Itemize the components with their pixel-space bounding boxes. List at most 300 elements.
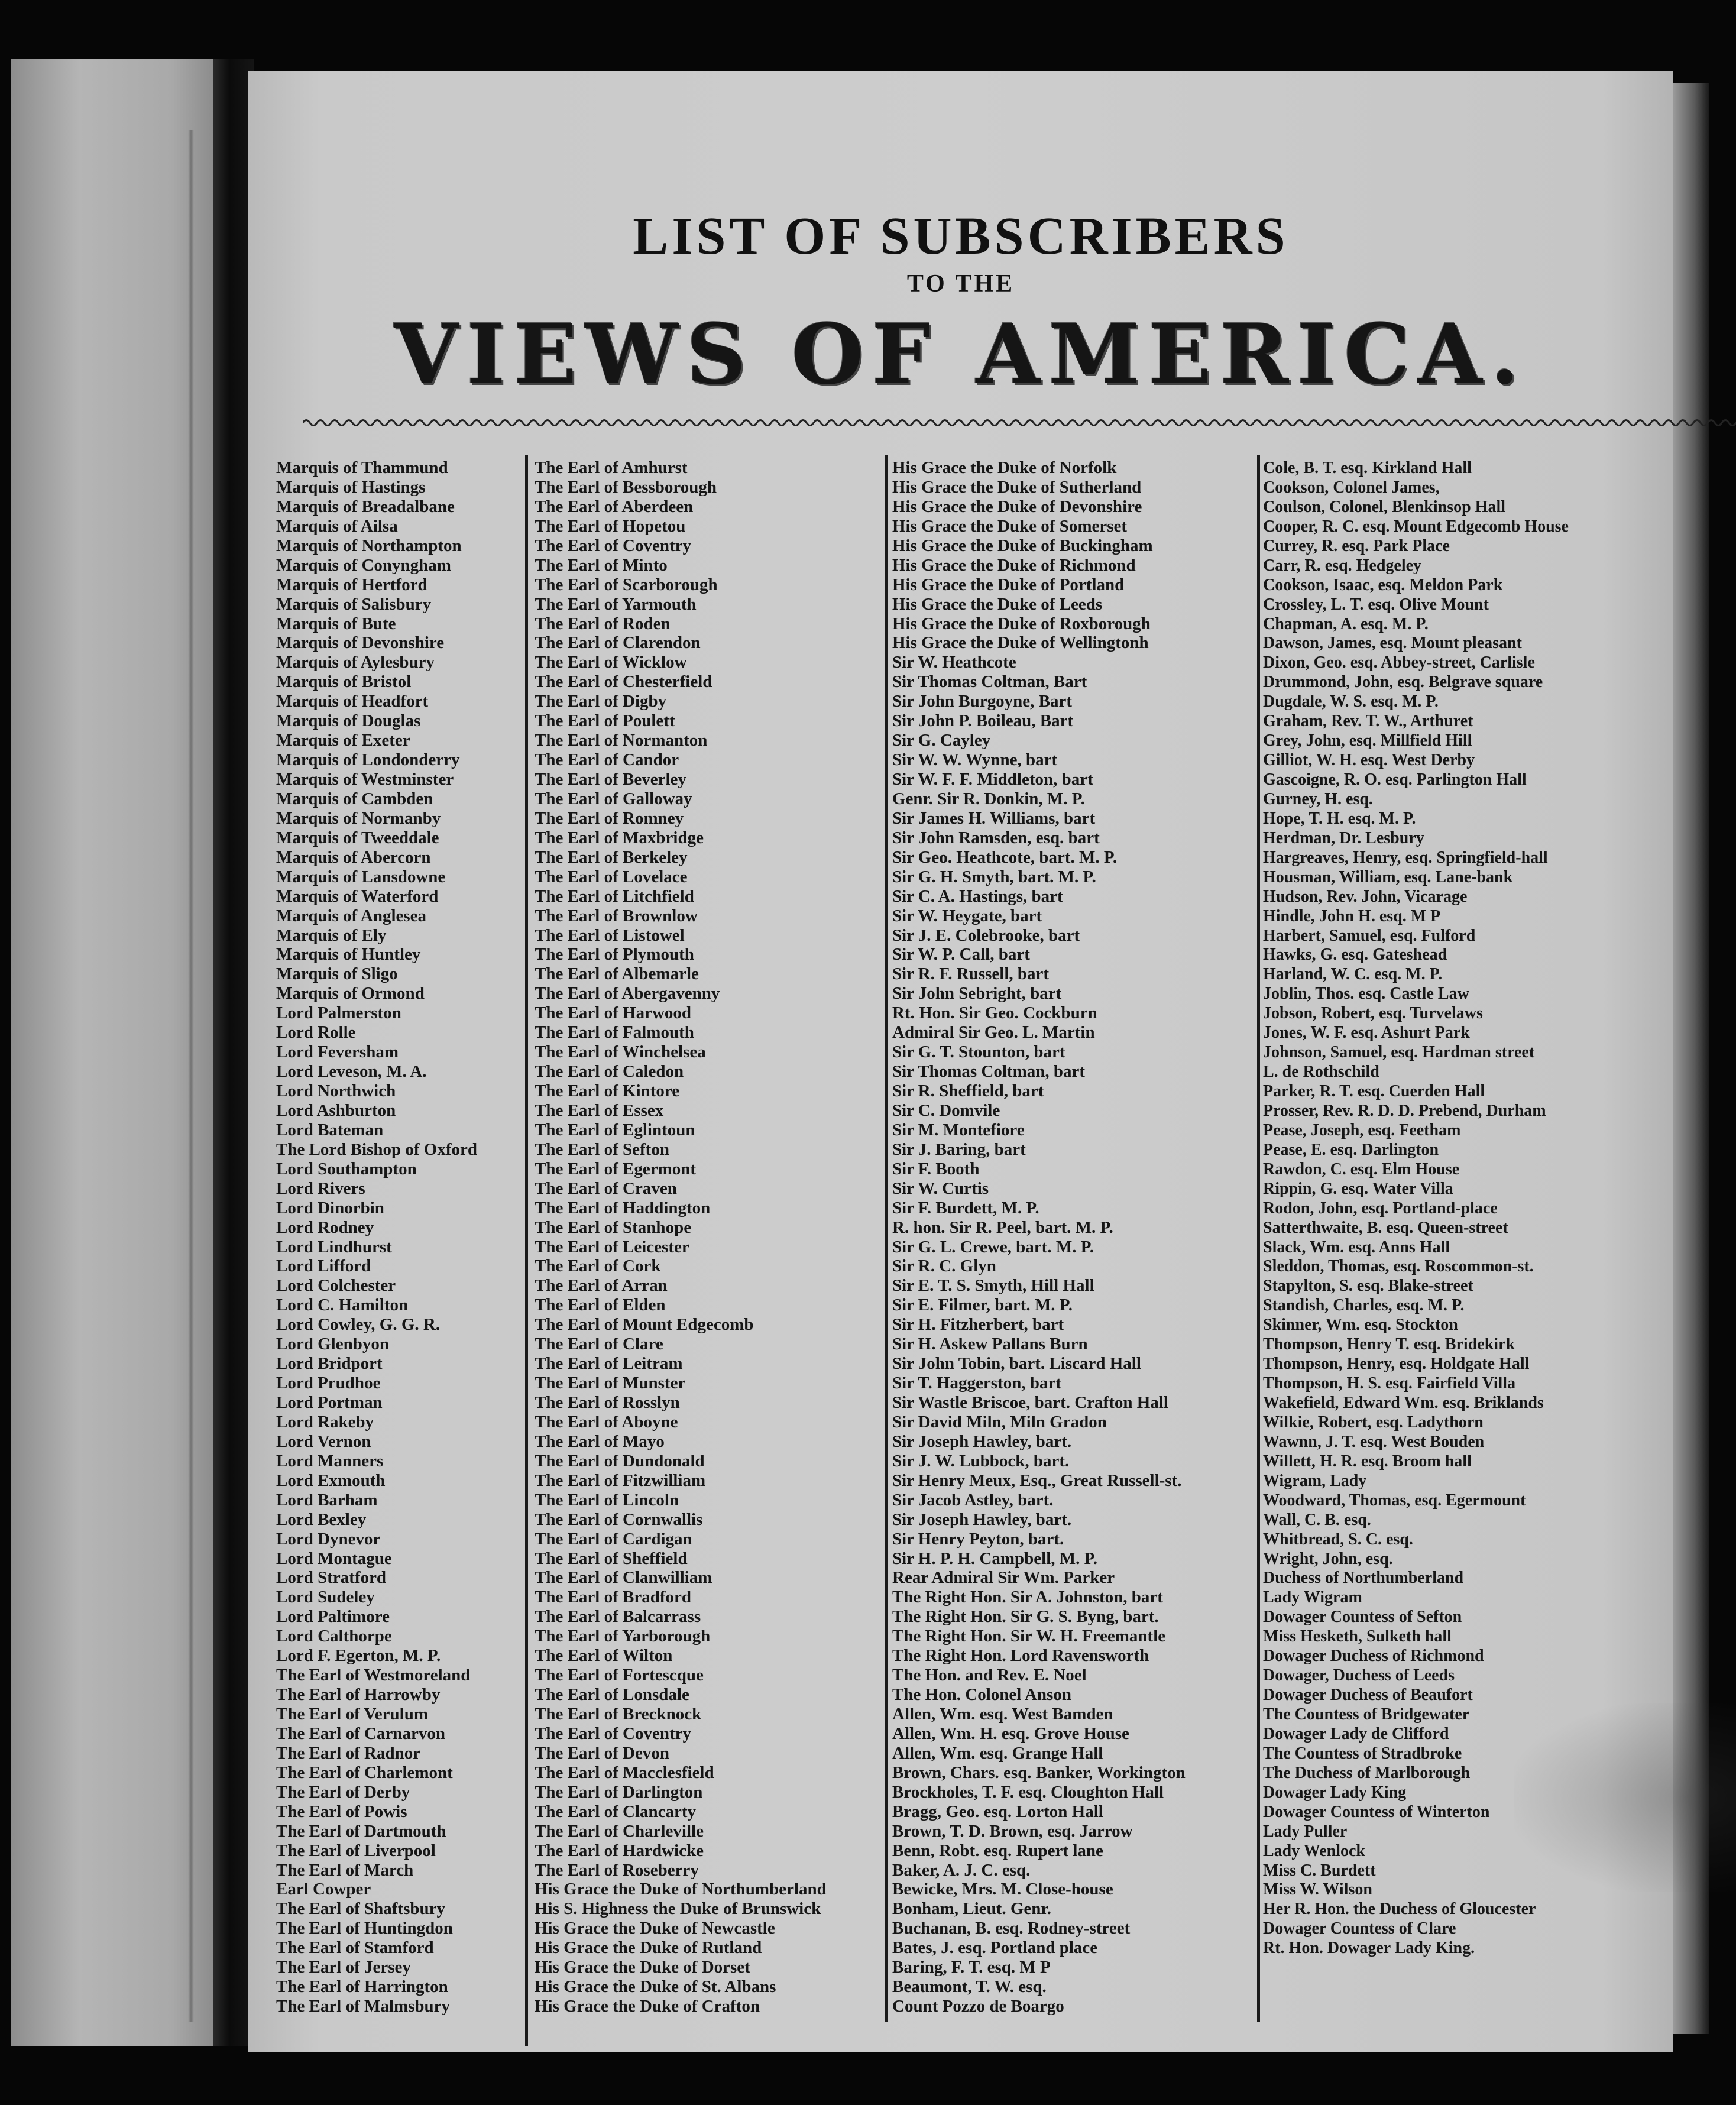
- subscriber-entry: The Earl of Bradford: [535, 1588, 692, 1607]
- subscriber-entry: Marquis of Breadalbane: [276, 497, 455, 516]
- subscriber-entry: Lord Bateman: [276, 1120, 384, 1139]
- subscriber-entry: The Earl of Lincoln: [535, 1490, 679, 1510]
- subscriber-entry: Marquis of Huntley: [276, 945, 421, 964]
- subscriber-entry: Dowager Duchess of Richmond: [1263, 1647, 1484, 1666]
- subscriber-entry: Sir W. P. Call, bart: [892, 945, 1030, 964]
- subscriber-entry: His Grace the Duke of Crafton: [535, 1997, 760, 2016]
- subscriber-entry: Cole, B. T. esq. Kirkland Hall: [1263, 459, 1472, 477]
- subscriber-entry: The Earl of Digby: [535, 692, 667, 711]
- subscriber-entry: Bewicke, Mrs. M. Close-house: [892, 1880, 1113, 1899]
- subscriber-entry: L. de Rothschild: [1263, 1063, 1379, 1081]
- subscriber-entry: Dowager Duchess of Beaufort: [1263, 1686, 1473, 1705]
- subscriber-entry: Marquis of Normanby: [276, 808, 441, 828]
- subscriber-entry: Marquis of Lansdowne: [276, 867, 446, 886]
- subscriber-entry: Currey, R. esq. Park Place: [1263, 536, 1450, 555]
- subscriber-column-1: [276, 458, 524, 2016]
- subscriber-entry: Dowager Lady de Clifford: [1263, 1724, 1449, 1743]
- subscriber-entry: The Earl of Munster: [535, 1374, 686, 1393]
- subscriber-entry: Marquis of Ailsa: [276, 516, 398, 536]
- subscriber-entry: Benn, Robt. esq. Rupert lane: [892, 1841, 1103, 1860]
- subscriber-entry: Marquis of Douglas: [276, 711, 421, 731]
- subscriber-entry: Sir J. E. Colebrooke, bart: [892, 925, 1080, 945]
- subscriber-entry: Sir Thomas Coltman, Bart: [892, 672, 1087, 692]
- title-heading: LIST OF SUBSCRIBERS: [633, 207, 1289, 265]
- subscriber-entry: Sir John P. Boileau, Bart: [892, 711, 1074, 731]
- subscriber-entry: Lord Leveson, M. A.: [276, 1062, 427, 1081]
- subscriber-entry: Herdman, Dr. Lesbury: [1263, 828, 1424, 847]
- subscriber-entry: His Grace the Duke of Portland: [892, 575, 1125, 594]
- subscriber-entry: The Earl of Listowel: [535, 925, 685, 945]
- subscriber-entry: Jobson, Robert, esq. Turvelaws: [1263, 1004, 1483, 1023]
- subscriber-entry: Graham, Rev. T. W., Arthuret: [1263, 712, 1473, 731]
- subscriber-entry: His Grace the Duke of Dorset: [535, 1958, 750, 1977]
- subscriber-entry: His Grace the Duke of Wellingtonh: [892, 633, 1149, 653]
- subscriber-entry: Lord Feversham: [276, 1042, 399, 1062]
- subscriber-entry: Cookson, Colonel James,: [1263, 478, 1440, 497]
- subscriber-entry: The Earl of Plymouth: [535, 945, 694, 964]
- subscriber-entry: The Earl of Berkeley: [535, 847, 688, 867]
- subscriber-entry: The Earl of Hopetou: [535, 516, 686, 536]
- subscriber-entry: The Earl of Eglintoun: [535, 1120, 695, 1139]
- subscriber-entry: The Earl of Dartmouth: [276, 1821, 446, 1841]
- subscriber-entry: Wall, C. B. esq.: [1263, 1510, 1371, 1529]
- subscriber-entry: The Earl of Harrowby: [276, 1685, 441, 1705]
- subscriber-entry: Bates, J. esq. Portland place: [892, 1938, 1098, 1958]
- subscriber-entry: The Earl of Arran: [535, 1276, 668, 1296]
- subscriber-entry: Stapylton, S. esq. Blake-street: [1263, 1277, 1473, 1296]
- subscriber-entry: The Earl of Normanton: [535, 731, 708, 750]
- subscriber-entry: Sir G. Cayley: [892, 731, 991, 750]
- subscriber-entry: Lord Bexley: [276, 1510, 367, 1529]
- subscriber-entry: Sleddon, Thomas, esq. Roscommon-st.: [1263, 1257, 1534, 1276]
- subscriber-entry: Lord Lindhurst: [276, 1237, 392, 1256]
- subscriber-entry: His Grace the Duke of Rutland: [535, 1938, 762, 1958]
- subscriber-entry: Wright, John, esq.: [1263, 1549, 1393, 1568]
- subscriber-entry: The Earl of Fortescque: [535, 1666, 704, 1685]
- subscriber-entry: Sir E. T. S. Smyth, Hill Hall: [892, 1276, 1094, 1296]
- facing-page-edge: [11, 59, 240, 2046]
- subscriber-entry: Sir C. Domvile: [892, 1100, 1000, 1120]
- subscriber-entry: Lord Calthorpe: [276, 1627, 392, 1646]
- subscriber-entry: Miss C. Burdett: [1263, 1861, 1376, 1880]
- subscriber-entry: Sir M. Montefiore: [892, 1120, 1025, 1139]
- subscriber-entry: Hope, T. H. esq. M. P.: [1263, 809, 1416, 828]
- subscriber-entry: Marquis of Anglesea: [276, 906, 427, 925]
- subscriber-entry: Pease, E. esq. Darlington: [1263, 1140, 1439, 1159]
- subscriber-entry: Lady Wigram: [1263, 1588, 1362, 1607]
- subscriber-entry: The Earl of Dundonald: [535, 1451, 705, 1471]
- subscriber-entry: Sir F. Burdett, M. P.: [892, 1198, 1039, 1217]
- subscriber-entry: Lord Rodney: [276, 1217, 374, 1237]
- subscriber-entry: Admiral Sir Geo. L. Martin: [892, 1023, 1095, 1042]
- subscriber-entry: The Earl of Charlemont: [276, 1763, 453, 1782]
- subscriber-entry: Parker, R. T. esq. Cuerden Hall: [1263, 1082, 1485, 1100]
- subscriber-entry: Wilkie, Robert, esq. Ladythorn: [1263, 1413, 1484, 1432]
- subscriber-entry: Thompson, Henry, esq. Holdgate Hall: [1263, 1355, 1530, 1374]
- subscriber-entry: Sir R. Sheffield, bart: [892, 1081, 1044, 1100]
- subscriber-entry: The Hon. Colonel Anson: [892, 1685, 1071, 1705]
- subscriber-entry: The Earl of Roseberry: [535, 1860, 699, 1880]
- subscriber-entry: The Earl of Clancarty: [535, 1802, 697, 1821]
- subscriber-entry: Joblin, Thos. esq. Castle Law: [1263, 985, 1469, 1003]
- subscriber-entry: The Earl of Romney: [535, 808, 684, 828]
- subscriber-entry: The Lord Bishop of Oxford: [276, 1139, 477, 1159]
- subscriber-entry: Thompson, Henry T. esq. Bridekirk: [1263, 1335, 1515, 1354]
- subscriber-entry: Baker, A. J. C. esq.: [892, 1860, 1031, 1880]
- subscriber-entry: Dowager Countess of Winterton: [1263, 1802, 1490, 1821]
- subscriber-entry: The Countess of Stradbroke: [1263, 1744, 1462, 1763]
- subscriber-entry: Lord Dynevor: [276, 1529, 381, 1549]
- subscriber-entry: Lord Glenbyon: [276, 1335, 389, 1354]
- subscriber-entry: Dowager, Duchess of Leeds: [1263, 1666, 1455, 1685]
- subscriber-entry: Marquis of Hertford: [276, 575, 427, 594]
- subscriber-entry: The Earl of Albemarle: [535, 964, 699, 984]
- subscriber-entry: Buchanan, B. esq. Rodney-street: [892, 1919, 1131, 1938]
- subscriber-entry: Gilliot, W. H. esq. West Derby: [1263, 751, 1475, 770]
- subscriber-entry: The Earl of Rosslyn: [535, 1393, 680, 1412]
- subscriber-entry: Lord Dinorbin: [276, 1198, 384, 1217]
- subscriber-entry: The Earl of Egermont: [535, 1159, 697, 1178]
- subscriber-column-3: [892, 458, 1259, 2016]
- subscriber-entry: Sir David Miln, Miln Gradon: [892, 1412, 1107, 1432]
- subscriber-entry: The Earl of Huntingdon: [276, 1919, 453, 1938]
- subscriber-entry: The Earl of Balcarrass: [535, 1607, 701, 1627]
- page-fold-shadow: [188, 130, 194, 2022]
- subscriber-entry: Allen, Wm. H. esq. Grove House: [892, 1724, 1129, 1743]
- subscriber-entry: Wakefield, Edward Wm. esq. Briklands: [1263, 1394, 1544, 1412]
- subscriber-entry: The Earl of Brecknock: [535, 1705, 702, 1724]
- subscriber-entry: The Earl of Stanhope: [535, 1217, 692, 1237]
- subscriber-entry: The Earl of Coventry: [535, 536, 691, 555]
- subscriber-entry: Wawnn, J. T. esq. West Bouden: [1263, 1432, 1485, 1451]
- subscriber-entry: Marquis of Westminster: [276, 770, 454, 789]
- subscriber-entry: Rawdon, C. esq. Elm House: [1263, 1160, 1460, 1178]
- subscriber-entry: Skinner, Wm. esq. Stockton: [1263, 1316, 1458, 1335]
- decorative-wavy-rule: [303, 414, 1736, 432]
- subscriber-entry: The Earl of Stamford: [276, 1938, 434, 1958]
- subscriber-entry: Marquis of Sligo: [276, 964, 398, 984]
- subscriber-entry: Rodon, John, esq. Portland-place: [1263, 1199, 1498, 1217]
- subscriber-entry: Sir J. W. Lubbock, bart.: [892, 1451, 1070, 1471]
- subscriber-entry: Sir H. Askew Pallans Burn: [892, 1335, 1088, 1354]
- subscriber-entry: The Earl of Yarborough: [535, 1627, 711, 1646]
- subscriber-entry: Sir E. Filmer, bart. M. P.: [892, 1296, 1073, 1315]
- subscriber-entry: Marquis of Aylesbury: [276, 653, 435, 672]
- subscriber-entry: Rt. Hon. Sir Geo. Cockburn: [892, 1003, 1097, 1023]
- subscriber-entry: The Earl of Coventry: [535, 1724, 691, 1743]
- subscriber-entry: The Earl of Wicklow: [535, 653, 687, 672]
- subscriber-entry: The Earl of Poulett: [535, 711, 675, 731]
- subscriber-entry: Sir W. W. Wynne, bart: [892, 750, 1058, 770]
- subscriber-entry: Lord Rakeby: [276, 1412, 374, 1432]
- subscriber-entry: The Earl of Devon: [535, 1743, 669, 1763]
- subscriber-entry: Sir John Burgoyne, Bart: [892, 692, 1073, 711]
- subscriber-entry: The Earl of Maxbridge: [535, 828, 704, 847]
- subscriber-entry: Sir Henry Meux, Esq., Great Russell-st.: [892, 1471, 1182, 1490]
- subscriber-entry: Lord Lifford: [276, 1256, 371, 1276]
- subscriber-entry: Marquis of Waterford: [276, 886, 439, 906]
- subscriber-entry: Sir J. Baring, bart: [892, 1139, 1026, 1159]
- subscriber-entry: Her R. Hon. the Duchess of Gloucester: [1263, 1900, 1536, 1919]
- subscriber-entry: Dowager Lady King: [1263, 1783, 1407, 1802]
- subscriber-entry: Rear Admiral Sir Wm. Parker: [892, 1568, 1115, 1588]
- subscriber-entry: Allen, Wm. esq. Grange Hall: [892, 1743, 1103, 1763]
- subscriber-entry: The Earl of Roden: [535, 614, 671, 633]
- subscriber-entry: Marquis of Ormond: [276, 984, 425, 1003]
- subscriber-entry: Sir John Ramsden, esq. bart: [892, 828, 1100, 847]
- subscriber-entry: Sir John Tobin, bart. Liscard Hall: [892, 1354, 1141, 1374]
- subscriber-entry: Satterthwaite, B. esq. Queen-street: [1263, 1218, 1508, 1237]
- subscriber-entry: Lord Stratford: [276, 1568, 387, 1588]
- subscriber-entry: R. hon. Sir R. Peel, bart. M. P.: [892, 1217, 1113, 1237]
- subscriber-entry: Standish, Charles, esq. M. P.: [1263, 1296, 1465, 1315]
- subscriber-entry: Lord Rivers: [276, 1178, 365, 1198]
- subscriber-entry: The Earl of Verulum: [276, 1705, 428, 1724]
- subscriber-entry: Allen, Wm. esq. West Bamden: [892, 1705, 1113, 1724]
- subscriber-entry: Sir H. P. H. Campbell, M. P.: [892, 1549, 1097, 1568]
- subscriber-entry: His Grace the Duke of Newcastle: [535, 1919, 775, 1938]
- subscriber-entry: The Earl of Scarborough: [535, 575, 718, 594]
- subscriber-entry: Sir Thomas Coltman, bart: [892, 1062, 1086, 1081]
- subscriber-entry: Willett, H. R. esq. Broom hall: [1263, 1452, 1472, 1471]
- subscriber-entry: Count Pozzo de Boargo: [892, 1997, 1064, 2016]
- subscriber-entry: Lord Colchester: [276, 1276, 396, 1296]
- subscriber-entry: Rt. Hon. Dowager Lady King.: [1263, 1939, 1475, 1958]
- title-ornamental: VIEWS OF AMERICA.: [394, 306, 1528, 403]
- subscriber-entry: The Earl of Charleville: [535, 1821, 704, 1841]
- subscriber-entry: Marquis of Ely: [276, 925, 387, 945]
- subscriber-entry: His Grace the Duke of Somerset: [892, 516, 1128, 536]
- subscriber-entry: The Earl of Minto: [535, 555, 668, 575]
- subscriber-entry: Whitbread, S. C. esq.: [1263, 1530, 1413, 1549]
- subscriber-entry: Lord C. Hamilton: [276, 1296, 409, 1315]
- subscriber-entry: His Grace the Duke of Norfolk: [892, 458, 1117, 477]
- title-subheading: TO THE: [906, 270, 1015, 297]
- subscriber-entry: Sir C. A. Hastings, bart: [892, 886, 1063, 906]
- subscriber-entry: The Earl of Radnor: [276, 1743, 421, 1763]
- subscriber-entry: The Earl of Westmoreland: [276, 1666, 471, 1685]
- subscriber-entry: The Earl of Amhurst: [535, 458, 688, 477]
- subscriber-entry: Marquis of Exeter: [276, 731, 410, 750]
- subscriber-entry: Lord Manners: [276, 1451, 384, 1471]
- subscriber-entry: Johnson, Samuel, esq. Hardman street: [1263, 1043, 1535, 1062]
- subscriber-entry: Marquis of Hastings: [276, 477, 426, 497]
- subscriber-entry: Bragg, Geo. esq. Lorton Hall: [892, 1802, 1103, 1821]
- subscriber-entry: The Earl of Candor: [535, 750, 679, 770]
- subscriber-entry: Rippin, G. esq. Water Villa: [1263, 1179, 1453, 1198]
- subscriber-entry: The Right Hon. Sir A. Johnston, bart: [892, 1588, 1163, 1607]
- subscriber-entry: Harland, W. C. esq. M. P.: [1263, 965, 1443, 984]
- subscriber-entry: Bonham, Lieut. Genr.: [892, 1899, 1051, 1919]
- subscriber-entry: Marquis of Bute: [276, 614, 396, 633]
- subscriber-entry: The Earl of Clare: [535, 1335, 663, 1354]
- subscriber-entry: Dowager Countess of Sefton: [1263, 1608, 1462, 1627]
- subscriber-entry: Gascoigne, R. O. esq. Parlington Hall: [1263, 770, 1527, 789]
- subscriber-entry: Lord Palmerston: [276, 1003, 401, 1023]
- subscriber-entry: His Grace the Duke of Devonshire: [892, 497, 1142, 516]
- subscriber-entry: Beaumont, T. W. esq.: [892, 1977, 1047, 1997]
- subscriber-entry: The Earl of Haddington: [535, 1198, 711, 1217]
- subscriber-entry: Dowager Countess of Clare: [1263, 1919, 1456, 1938]
- subscriber-entry: Lord Cowley, G. G. R.: [276, 1315, 441, 1335]
- subscriber-entry: The Earl of Jersey: [276, 1958, 411, 1977]
- subscriber-entry: Duchess of Northumberland: [1263, 1569, 1464, 1588]
- subscriber-entry: Thompson, H. S. esq. Fairfield Villa: [1263, 1374, 1516, 1393]
- subscriber-entry: The Earl of Caledon: [535, 1062, 684, 1081]
- subscriber-entry: Genr. Sir R. Donkin, M. P.: [892, 789, 1086, 808]
- document-page: [248, 71, 1673, 2052]
- subscriber-entry: Marquis of Conyngham: [276, 555, 451, 575]
- subscriber-entry: Marquis of Abercorn: [276, 847, 431, 867]
- subscriber-entry: Lady Wenlock: [1263, 1841, 1365, 1860]
- subscriber-entry: Brockholes, T. F. esq. Cloughton Hall: [892, 1782, 1164, 1802]
- subscriber-entry: Sir G. T. Stounton, bart: [892, 1042, 1065, 1062]
- subscriber-entry: The Earl of Clarendon: [535, 633, 701, 653]
- subscriber-entry: The Earl of Sheffield: [535, 1549, 688, 1568]
- subscriber-entry: The Earl of Litchfield: [535, 886, 694, 906]
- subscriber-entry: Lord F. Egerton, M. P.: [276, 1646, 441, 1666]
- subscriber-entry: Cooper, R. C. esq. Mount Edgecomb House: [1263, 517, 1569, 536]
- subscriber-entry: Lord Barham: [276, 1490, 378, 1510]
- subscriber-entry: The Earl of Lonsdale: [535, 1685, 689, 1705]
- subscriber-entry: The Earl of Kintore: [535, 1081, 680, 1100]
- subscriber-entry: The Duchess of Marlborough: [1263, 1763, 1471, 1782]
- subscriber-entry: The Earl of Yarmouth: [535, 594, 697, 614]
- subscriber-entry: Pease, Joseph, esq. Feetham: [1263, 1120, 1461, 1139]
- subscriber-entry: Sir James H. Williams, bart: [892, 808, 1096, 828]
- subscriber-entry: Gurney, H. esq.: [1263, 789, 1373, 808]
- subscriber-entry: Sir H. Fitzherbert, bart: [892, 1315, 1064, 1335]
- subscriber-entry: Lord Northwich: [276, 1081, 396, 1100]
- subscriber-entry: Marquis of Headfort: [276, 692, 429, 711]
- subscriber-entry: Sir W. Heathcote: [892, 653, 1016, 672]
- subscriber-entry: Baring, F. T. esq. M P: [892, 1958, 1051, 1977]
- subscriber-entry: The Earl of Liverpool: [276, 1841, 436, 1860]
- subscriber-entry: The Earl of Winchelsea: [535, 1042, 706, 1062]
- subscriber-entry: Harbert, Samuel, esq. Fulford: [1263, 926, 1476, 945]
- subscriber-entry: The Earl of Shaftsbury: [276, 1899, 446, 1919]
- subscriber-entry: Marquis of Londonderry: [276, 750, 460, 770]
- subscriber-entry: Sir F. Booth: [892, 1159, 980, 1178]
- subscriber-entry: His Grace the Duke of St. Albans: [535, 1977, 776, 1997]
- subscriber-entry: Earl Cowper: [276, 1880, 371, 1899]
- subscriber-entry: Sir G. H. Smyth, bart. M. P.: [892, 867, 1096, 886]
- subscriber-entry: Wigram, Lady: [1263, 1471, 1367, 1490]
- subscriber-entry: The Earl of Harrington: [276, 1977, 448, 1997]
- subscriber-entry: Hudson, Rev. John, Vicarage: [1263, 887, 1468, 906]
- subscriber-entry: The Earl of Cornwallis: [535, 1510, 703, 1529]
- subscriber-entry: The Earl of Darlington: [535, 1782, 703, 1802]
- subscriber-entry: Marquis of Bristol: [276, 672, 412, 692]
- subscriber-entry: The Earl of Powis: [276, 1802, 407, 1821]
- subscriber-entry: The Earl of Craven: [535, 1178, 677, 1198]
- subscriber-entry: The Countess of Bridgewater: [1263, 1705, 1470, 1724]
- subscriber-entry: Drummond, John, esq. Belgrave square: [1263, 673, 1543, 692]
- subscriber-entry: The Earl of Brownlow: [535, 906, 698, 925]
- subscriber-entry: Lord Rolle: [276, 1023, 356, 1042]
- subscriber-entry: His Grace the Duke of Northumberland: [535, 1880, 827, 1899]
- subscriber-entry: The Earl of Galloway: [535, 789, 692, 808]
- subscriber-entry: Brown, T. D. Brown, esq. Jarrow: [892, 1821, 1133, 1841]
- subscriber-entry: Chapman, A. esq. M. P.: [1263, 614, 1429, 633]
- subscriber-entry: Miss W. Wilson: [1263, 1880, 1372, 1899]
- subscriber-entry: His Grace the Duke of Richmond: [892, 555, 1136, 575]
- subscriber-entry: Sir Jacob Astley, bart.: [892, 1490, 1054, 1510]
- subscriber-entry: The Earl of Harwood: [535, 1003, 692, 1023]
- subscriber-entry: The Earl of Lovelace: [535, 867, 688, 886]
- subscriber-entry: Sir G. L. Crewe, bart. M. P.: [892, 1237, 1094, 1256]
- subscriber-entry: The Earl of Hardwicke: [535, 1841, 704, 1860]
- subscriber-entry: The Earl of Wilton: [535, 1646, 673, 1666]
- subscriber-entry: Brown, Chars. esq. Banker, Workington: [892, 1763, 1186, 1782]
- subscriber-entry: Sir Henry Peyton, bart.: [892, 1529, 1064, 1549]
- subscriber-entry: The Earl of Malmsbury: [276, 1997, 451, 2016]
- subscriber-entry: Lord Prudhoe: [276, 1374, 381, 1393]
- subscriber-entry: The Earl of Mount Edgecomb: [535, 1315, 754, 1335]
- subscriber-entry: Sir W. F. F. Middleton, bart: [892, 770, 1093, 789]
- subscriber-entry: The Earl of Sefton: [535, 1139, 669, 1159]
- subscriber-entry: Hawks, G. esq. Gateshead: [1263, 945, 1447, 964]
- subscriber-entry: The Hon. and Rev. E. Noel: [892, 1666, 1087, 1685]
- subscriber-entry: Lord Vernon: [276, 1432, 371, 1451]
- subscriber-entry: Lady Puller: [1263, 1822, 1348, 1841]
- subscriber-entry: Woodward, Thomas, esq. Egermount: [1263, 1491, 1526, 1510]
- subscriber-entry: Sir Geo. Heathcote, bart. M. P.: [892, 847, 1118, 867]
- subscriber-entry: Sir John Sebright, bart: [892, 984, 1062, 1003]
- subscriber-entry: Miss Hesketh, Sulketh hall: [1263, 1627, 1452, 1646]
- subscriber-entry: The Earl of Macclesfield: [535, 1763, 714, 1782]
- subscriber-entry: The Earl of Essex: [535, 1100, 664, 1120]
- subscriber-entry: Sir Joseph Hawley, bart.: [892, 1510, 1072, 1529]
- subscriber-entry: Grey, John, esq. Millfield Hill: [1263, 731, 1472, 750]
- subscriber-entry: The Earl of Aboyne: [535, 1412, 678, 1432]
- subscriber-entry: The Earl of Chesterfield: [535, 672, 712, 692]
- subscriber-entry: Jones, W. F. esq. Ashurt Park: [1263, 1024, 1470, 1042]
- subscriber-entry: Lord Ashburton: [276, 1100, 396, 1120]
- column-divider: [885, 455, 888, 2022]
- subscriber-entry: The Earl of Clanwilliam: [535, 1568, 712, 1588]
- subscriber-entry: His Grace the Duke of Leeds: [892, 594, 1103, 614]
- subscriber-entry: Sir R. C. Glyn: [892, 1256, 996, 1276]
- subscriber-entry: Sir Joseph Hawley, bart.: [892, 1432, 1072, 1451]
- subscriber-entry: Marquis of Devonshire: [276, 633, 445, 653]
- subscriber-entry: Marquis of Thammund: [276, 458, 448, 477]
- subscriber-entry: Hindle, John H. esq. M P: [1263, 906, 1441, 925]
- subscriber-entry: The Earl of Mayo: [535, 1432, 665, 1451]
- subscriber-entry: Dawson, James, esq. Mount pleasant: [1263, 634, 1522, 653]
- subscriber-entry: Marquis of Tweeddale: [276, 828, 439, 847]
- subscriber-entry: Marquis of Salisbury: [276, 594, 432, 614]
- subscriber-entry: Sir T. Haggerston, bart: [892, 1374, 1061, 1393]
- subscriber-entry: The Earl of Bessborough: [535, 477, 717, 497]
- subscriber-column-2: [535, 458, 883, 2016]
- subscriber-entry: The Right Hon. Sir W. H. Freemantle: [892, 1627, 1166, 1646]
- subscriber-entry: His Grace the Duke of Sutherland: [892, 477, 1142, 497]
- subscriber-entry: Lord Sudeley: [276, 1588, 375, 1607]
- subscriber-entry: Prosser, Rev. R. D. D. Prebend, Durham: [1263, 1101, 1546, 1120]
- subscriber-entry: Lord Exmouth: [276, 1471, 386, 1490]
- subscriber-entry: The Earl of Elden: [535, 1296, 666, 1315]
- subscriber-column-4: [1263, 458, 1641, 1958]
- subscriber-entry: The Earl of Derby: [276, 1782, 410, 1802]
- subscriber-entry: His Grace the Duke of Buckingham: [892, 536, 1153, 555]
- subscriber-entry: Lord Montague: [276, 1549, 392, 1568]
- subscriber-entry: Lord Bridport: [276, 1354, 383, 1374]
- subscriber-entry: Dugdale, W. S. esq. M. P.: [1263, 692, 1439, 711]
- subscriber-entry: The Earl of March: [276, 1860, 414, 1880]
- subscriber-entry: Sir W. Heygate, bart: [892, 906, 1042, 925]
- subscriber-entry: Housman, William, esq. Lane-bank: [1263, 867, 1513, 886]
